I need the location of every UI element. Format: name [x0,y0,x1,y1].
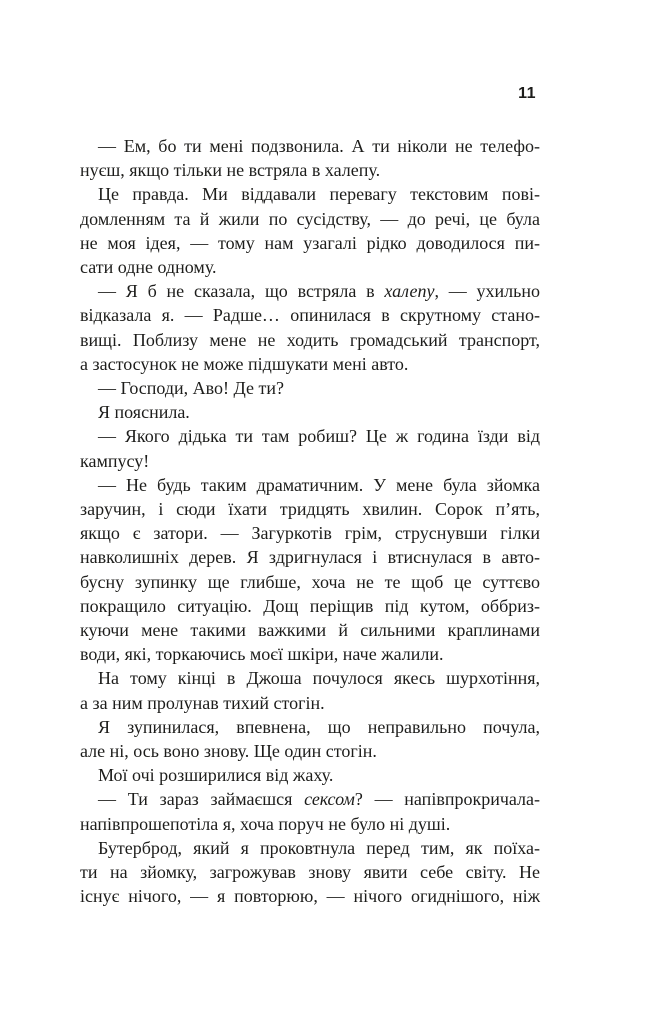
text-line [80,497,540,521]
page-number: 11 [518,85,536,102]
text-line [80,884,540,908]
text-line [80,570,540,594]
paragraph [80,400,540,424]
text-line [80,545,540,569]
text-segment: відказала я. — Радше… опинилася в скрутному стано- [80,305,540,326]
text-line [80,715,540,739]
text-segment: Мої очі розширилися від жаху. [98,765,334,786]
text-line [80,328,540,352]
text-segment: води, які, торкаючись моєї шкіри, наче жалили. [80,644,444,665]
text-line [80,860,540,884]
paragraph [80,376,540,400]
paragraph [80,424,540,472]
text-segment: Я зупинилася, впевнена, що неправильно почула, [98,716,540,737]
text-segment: Це правда. Ми віддавали перевагу текстовим пові- [98,184,540,205]
text-segment: навколишніх дерев. Я здригнулася і втиснулася в авто- [80,547,540,568]
text-line [80,182,540,206]
text-segment: покращило ситуацію. Дощ періщив під кутом, оббриз- [80,595,540,616]
text-line [80,231,540,255]
text-segment: бусну зупинку ще глибше, хоча не те щоб це суттєво [80,571,540,592]
text-segment: домленням та й жили по сусідству, — до речі, це була [80,208,540,229]
text-segment: а за ним пролунав тихий стогін. [80,692,325,713]
text-segment: не моя ідея, — тому нам узагалі рідко доводилося пи- [80,232,540,253]
text-body [80,134,540,909]
text-segment: а застосунок не може підшукати мені авто. [80,353,409,374]
paragraph [80,836,540,909]
paragraph [80,279,540,376]
text-line [80,424,540,448]
text-segment: кампусу! [80,450,150,471]
text-segment: куючи мене такими важкими й сильними краплинами [80,620,540,641]
paragraph [80,473,540,667]
text-line [80,400,540,424]
text-segment: — Ти зараз займаєшся [98,789,305,810]
text-line [80,739,540,763]
text-line [80,279,540,303]
text-line [80,691,540,715]
text-line [80,787,540,811]
paragraph [80,787,540,835]
text-line [80,763,540,787]
paragraph [80,134,540,182]
paragraph [80,715,540,763]
text-line [80,352,540,376]
text-segment: якщо є затори. — Загуркотів грім, струснувши гілки [80,523,540,544]
text-segment: сати одне одному. [80,257,217,278]
text-segment: — Не будь таким драматичним. У мене була зйомка [98,474,540,495]
text-segment: На тому кінці в Джоша почулося якесь шурхотіння, [98,668,540,689]
text-segment: напівпрошепотіла я, хоча поруч не було ні душі. [80,813,451,834]
text-segment: — Ем, бо ти мені подзвонила. А ти ніколи не телефо- [98,136,540,156]
text-line [80,134,540,158]
text-line [80,812,540,836]
text-segment: але ні, ось воно знову. Ще один стогін. [80,741,377,762]
text-line [80,449,540,473]
text-line [80,594,540,618]
text-line [80,255,540,279]
text-segment: Я пояснила. [98,402,190,423]
text-segment: Бутерброд, який я проковтнула перед тим, як поїха- [98,837,540,858]
italic-text: сексом [304,789,355,810]
text-segment: , — ухильно [434,281,541,302]
text-segment: — Я б не сказала, що встряла в [98,281,385,302]
text-line [80,836,540,860]
text-line [80,618,540,642]
text-segment: існує нічого, — я повторюю, — нічого огиднішого, ніж [80,886,540,907]
paragraph [80,182,540,279]
text-line [80,642,540,666]
text-line [80,376,540,400]
text-segment: ти на зйомку, загрожував знову явити себе світу. Не [80,862,540,883]
text-line [80,521,540,545]
italic-text: халепу [384,281,435,302]
text-line [80,207,540,231]
text-segment: нуєш, якщо тільки не встряла в халепу. [80,160,381,181]
paragraph [80,666,540,714]
text-segment: заручин, і сюди їхати тридцять хвилин. Сорок п’ять, [80,499,540,520]
text-segment: вищі. Поблизу мене не ходить громадський транспорт, [80,329,540,350]
text-segment: — Господи, Аво! Де ти? [98,378,285,399]
text-line [80,473,540,497]
text-segment: — Якого дідька ти там робиш? Це ж година їзди від [98,426,540,447]
paragraph [80,763,540,787]
text-line [80,158,540,182]
text-line [80,666,540,690]
text-segment: ? — напівпрокричала- [354,789,540,810]
text-line [80,303,540,327]
